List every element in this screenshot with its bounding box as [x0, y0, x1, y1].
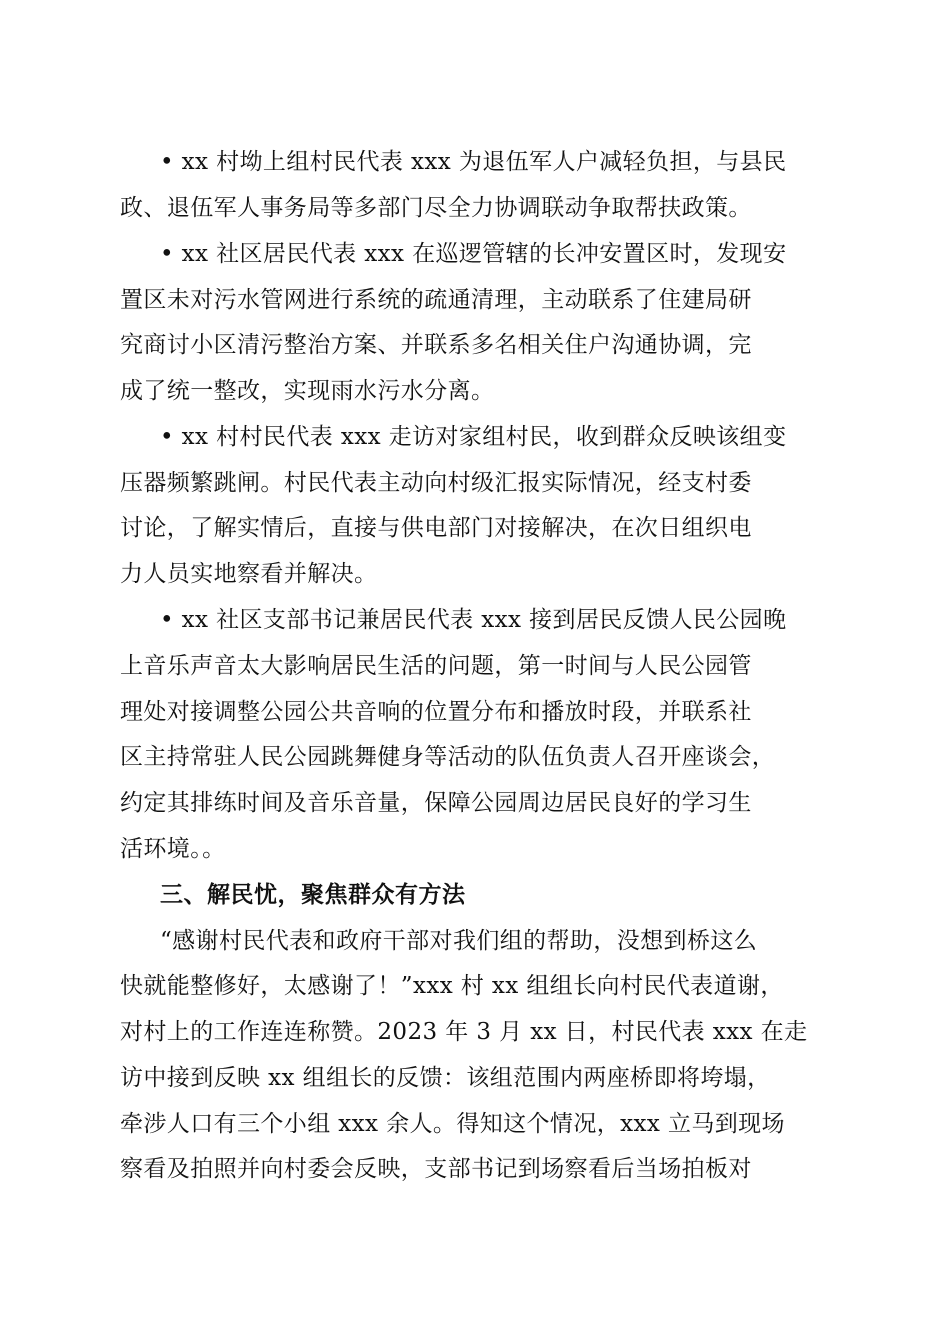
closing-paragraph-line-6: 察看及拍照并向村委会反映，支部书记到场察看后当场拍板对 [120, 1156, 752, 1182]
paragraph-3-line-3: 讨论，了解实情后，直接与供电部门对接解决，在次日组织电 [120, 515, 752, 541]
paragraph-4-line-3: 理处对接调整公园公共音响的位置分布和播放时段，并联系社 [120, 699, 752, 725]
closing-paragraph-line-1: “感谢村民代表和政府干部对我们组的帮助，没想到桥这么 [160, 928, 758, 954]
closing-paragraph-line-2: 快就能整修好，太感谢了！”xxx 村 xx 组组长向村民代表道谢， [120, 973, 784, 999]
closing-paragraph-line-4: 访中接到反映 xx 组组长的反馈：该组范围内两座桥即将垮塌， [120, 1065, 771, 1091]
paragraph-2-line-3: 究商讨小区清污整治方案、并联系多名相关住户沟通协调，完 [120, 332, 752, 358]
paragraph-4-line-6: 活环境。。 [120, 836, 226, 862]
closing-paragraph-line-5: 牵涉人口有三个小组 xxx 余人。得知这个情况，xxx 立马到现场 [120, 1111, 785, 1137]
section-heading: 三、解民忧，聚焦群众有方法 [160, 882, 466, 908]
paragraph-1-line-1: • xx 村坳上组村民代表 xxx 为退伍军人户减轻负担，与县民 [160, 149, 787, 175]
paragraph-4-line-4: 区主持常驻人民公园跳舞健身等活动的队伍负责人召开座谈会， [120, 744, 776, 770]
paragraph-3-line-4: 力人员实地察看并解决。 [120, 561, 378, 587]
paragraph-4-line-2: 上音乐声音太大影响居民生活的问题，第一时间与人民公园管 [120, 653, 752, 679]
paragraph-4-line-5: 约定其排练时间及音乐音量，保障公园周边居民良好的学习生 [120, 790, 752, 816]
closing-paragraph-line-3: 对村上的工作连连称赞。2023 年 3 月 xx 日，村民代表 xxx 在走 [120, 1019, 808, 1045]
paragraph-4-line-1: • xx 社区支部书记兼居民代表 xxx 接到居民反馈人民公园晚 [160, 607, 787, 633]
paragraph-1-line-2: 政、退伍军人事务局等多部门尽全力协调联动争取帮扶政策。 [120, 195, 752, 221]
paragraph-2-line-1: • xx 社区居民代表 xxx 在巡逻管辖的长冲安置区时，发现安 [160, 241, 787, 267]
paragraph-3-line-1: • xx 村村民代表 xxx 走访对家组村民，收到群众反映该组变 [160, 424, 787, 450]
paragraph-2-line-4: 成了统一整改，实现雨水污水分离。 [120, 378, 495, 404]
paragraph-3-line-2: 压器频繁跳闸。村民代表主动向村级汇报实际情况，经支村委 [120, 470, 752, 496]
paragraph-2-line-2: 置区未对污水管网进行系统的疏通清理，主动联系了住建局研 [120, 287, 752, 313]
